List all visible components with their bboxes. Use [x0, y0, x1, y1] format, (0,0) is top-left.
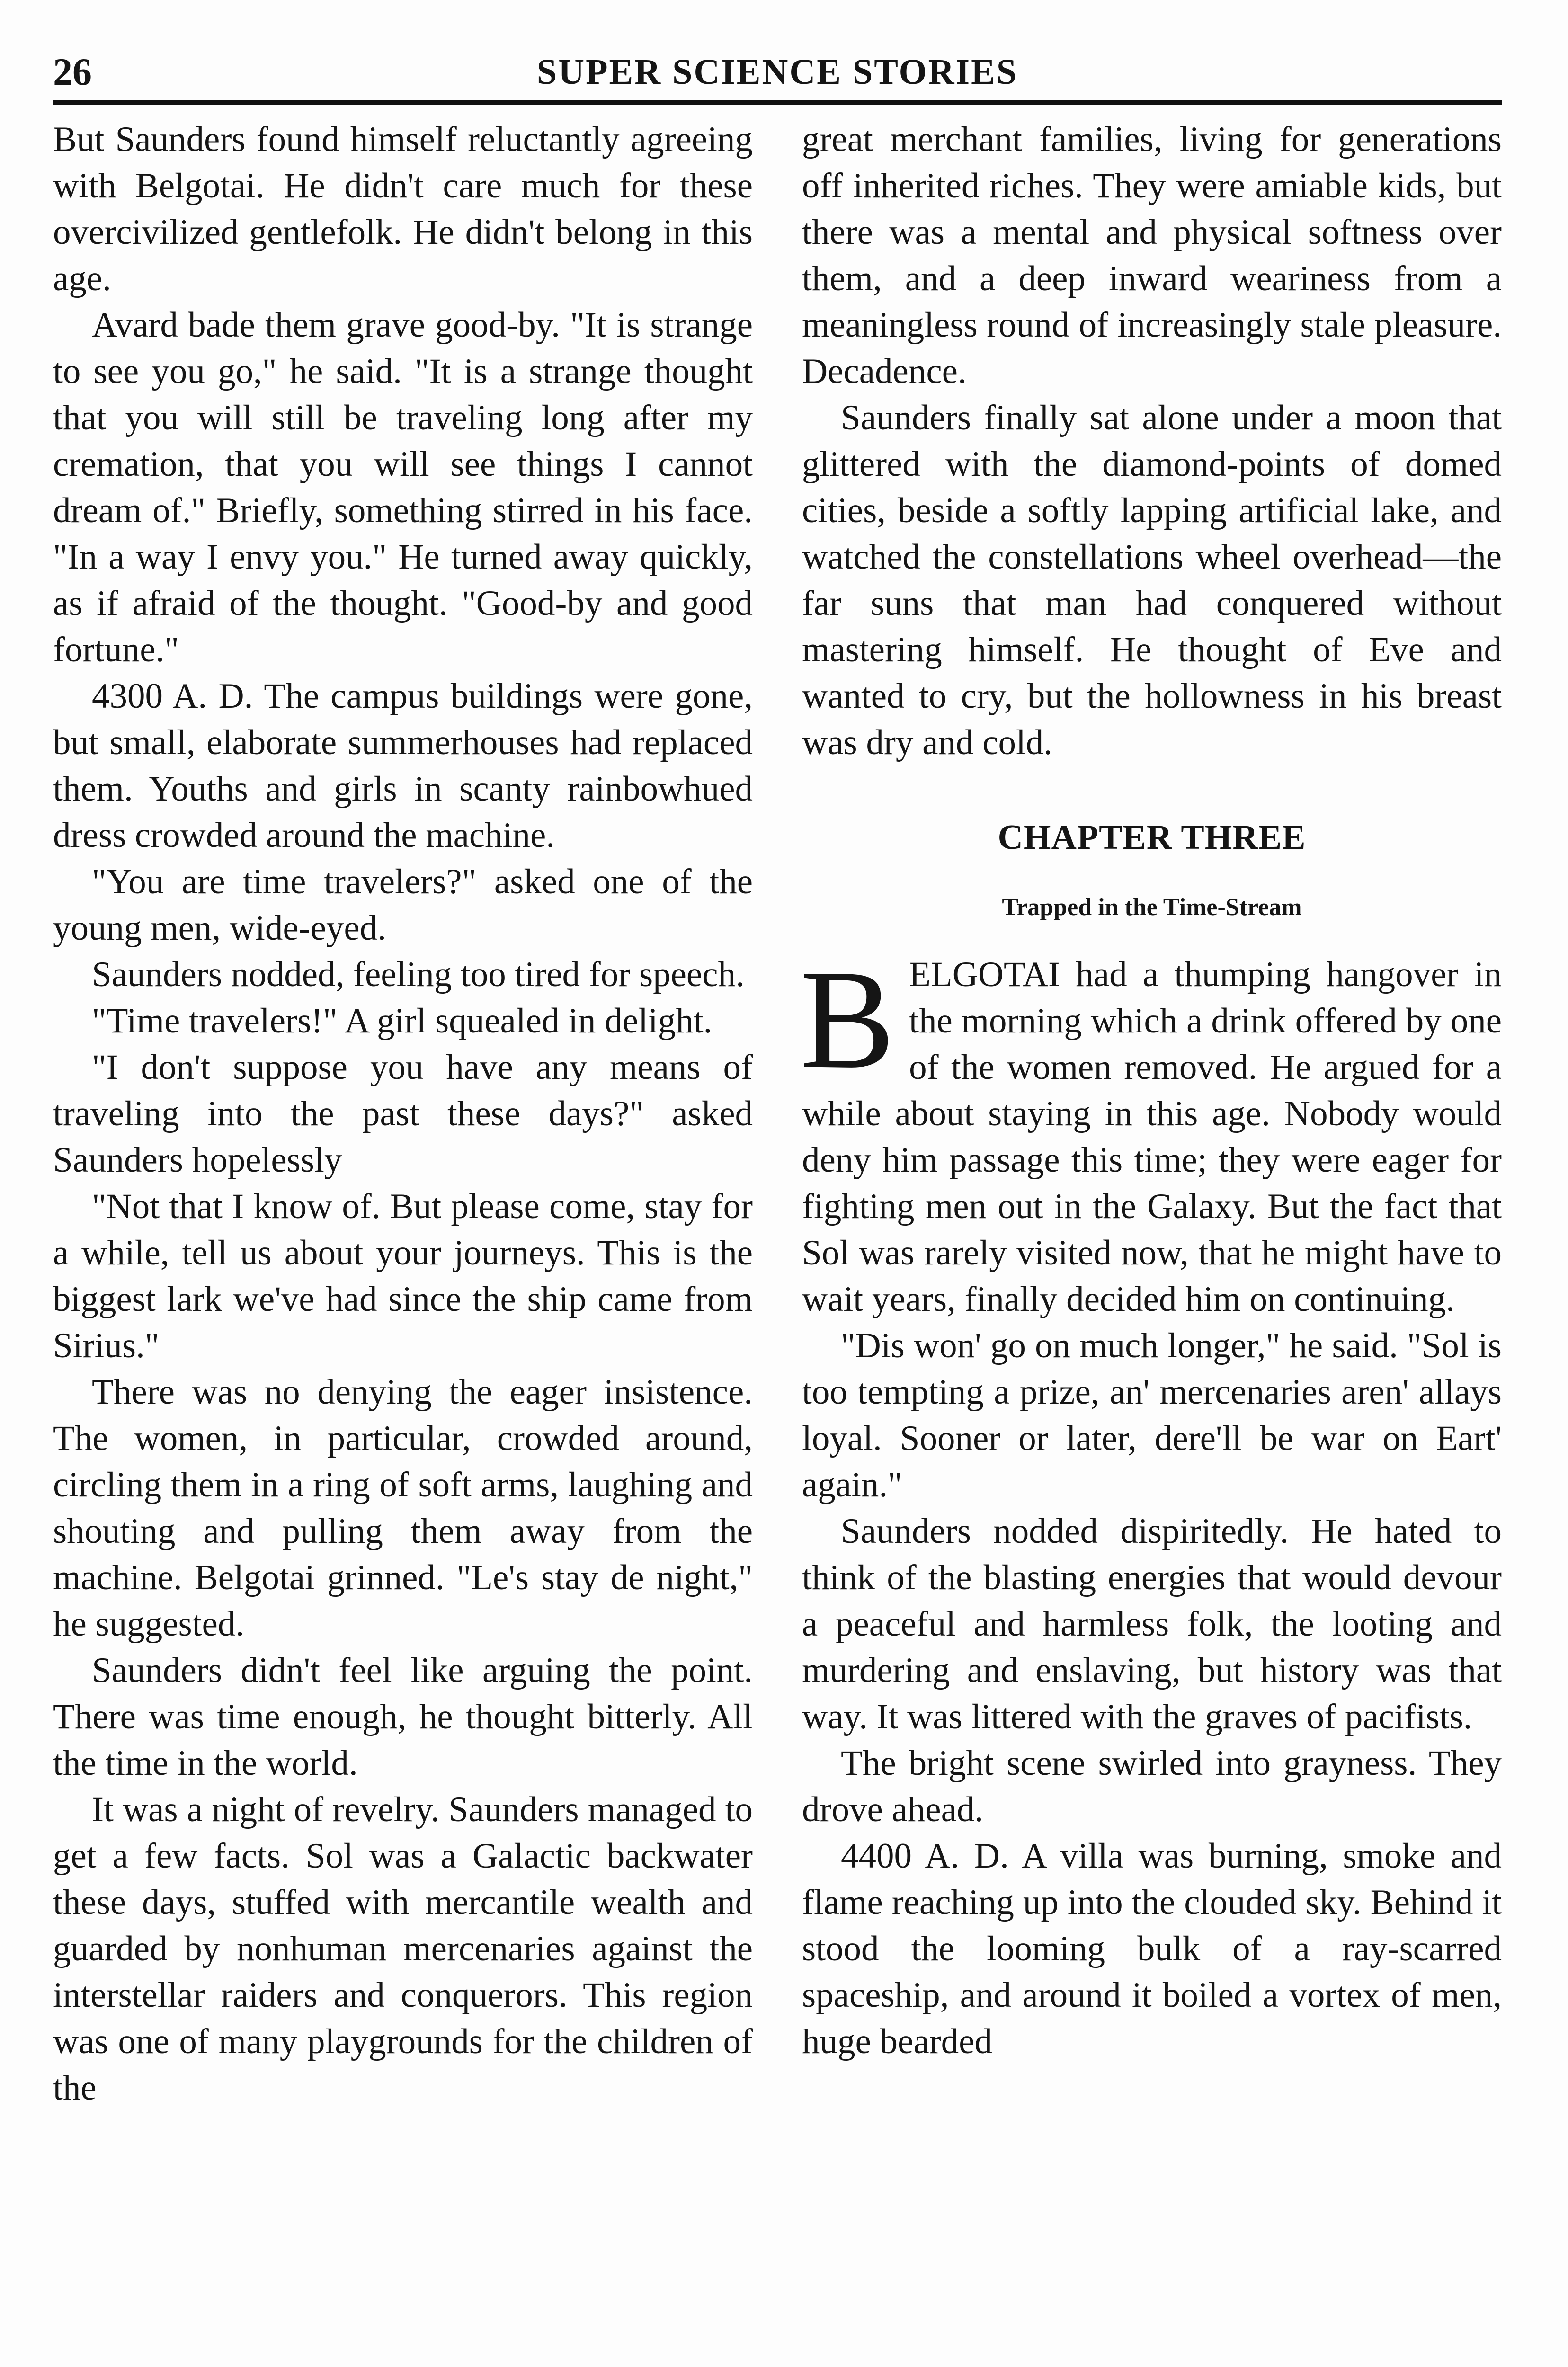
- paragraph: "I don't suppose you have any means of traveling into the past these days?" asked Saunders hopelessly: [53, 1048, 753, 1180]
- drop-cap: B: [800, 941, 895, 1098]
- paragraph: "Not that I know of. But please come, stay for a while, tell us about your journeys. This is the biggest lark we've had since the ship came from Sirius.": [53, 1187, 753, 1365]
- page-header: [53, 44, 1502, 100]
- paragraph: Saunders nodded dispiritedly. He hated to think of the blasting energies that would devour a peaceful and harmless folk, the looting and murdering and enslaving, but history was that way. It was littered with the graves of pacifists.: [802, 1512, 1502, 1736]
- chapter-subtitle: Trapped in the Time-Stream: [1002, 894, 1302, 921]
- paragraph: "Dis won' go on much longer," he said. "Sol is too tempting a prize, an' mercenaries aren' allays loyal. Sooner or later, dere'll be war on Eart' again.": [802, 1326, 1502, 1504]
- paragraph: Saunders finally sat alone under a moon that glittered with the diamond-points of domed cities, beside a softly lapping artificial lake, and watched the constellations wheel overhead—the far suns that man had conquered without mastering himself. He thought of Eve and wanted to cry, but the hollowness in his breast was dry and cold.: [802, 398, 1502, 762]
- right-column: [802, 116, 1502, 2065]
- paragraph: great merchant families, living for generations off inherited riches. They were amiable kids, but there was a mental and physical softness over them, and a deep inward weariness from a meaningless round of increasingly stale pleasure. Decadence.: [802, 120, 1502, 391]
- opening-text: ELGOTAI had a thumping hangover in the morning which a drink offered by one of the women removed. He argued for a while about staying in this age. Nobody would deny him passage this time; they were eager for fighting men out in the Galaxy. But the fact that Sol was rarely visited now, that he might have to wait years, finally decided him on continuing.: [802, 955, 1502, 1319]
- paragraph: The bright scene swirled into grayness. They drove ahead.: [802, 1744, 1502, 1829]
- paragraph: 4400 A. D. A villa was burning, smoke and flame reaching up into the clouded sky. Behind it stood the looming bulk of a ray-scarred spaceship, and around it boiled a vortex of men, huge bearded: [802, 1836, 1502, 2061]
- page-number: 26: [53, 50, 92, 93]
- paragraph: Saunders nodded, feeling too tired for speech.: [92, 955, 745, 994]
- chapter-title: CHAPTER THREE: [998, 818, 1306, 857]
- paragraph: "Time travelers!" A girl squealed in delight.: [92, 1001, 713, 1041]
- header-rule: [53, 100, 1502, 105]
- paragraph: There was no denying the eager insistence. The women, in particular, crowded around, circling them in a ring of soft arms, laughing and shouting and pulling them away from the machine. Belgotai grinned. "Le's stay de night," he suggested.: [53, 1372, 753, 1644]
- chapter-opening-paragraph: [800, 941, 1502, 1323]
- paragraph: Avard bade them grave good-by. "It is strange to see you go," he said. "It is a strange thought that you will still be traveling long after my cremation, that you will see things I cannot dream of." Briefly, something stirred in his face. "In a way I envy you." He turned away quickly, as if afraid of the thought. "Good-by and good fortune.": [53, 305, 753, 669]
- paragraph: It was a night of revelry. Saunders managed to get a few facts. Sol was a Galactic backwater these days, stuffed with mercantile wealth and guarded by nonhuman mercenaries against the interstellar raiders and conquerors. This region was one of many playgrounds for the children of the: [53, 1790, 753, 2108]
- running-head: SUPER SCIENCE STORIES: [536, 52, 1018, 92]
- paragraph: But Saunders found himself reluctantly agreeing with Belgotai. He didn't care much for these overcivilized gentlefolk. He didn't belong in this age.: [53, 120, 753, 298]
- left-column: [53, 116, 753, 2111]
- paragraph: Saunders didn't feel like arguing the point. There was time enough, he thought bitterly. All the time in the world.: [53, 1651, 753, 1783]
- paragraph: 4300 A. D. The campus buildings were gone, but small, elaborate summerhouses had replaced them. Youths and girls in scanty rainbowhued dress crowded around the machine.: [53, 676, 753, 855]
- paragraph: "You are time travelers?" asked one of the young men, wide-eyed.: [53, 862, 753, 948]
